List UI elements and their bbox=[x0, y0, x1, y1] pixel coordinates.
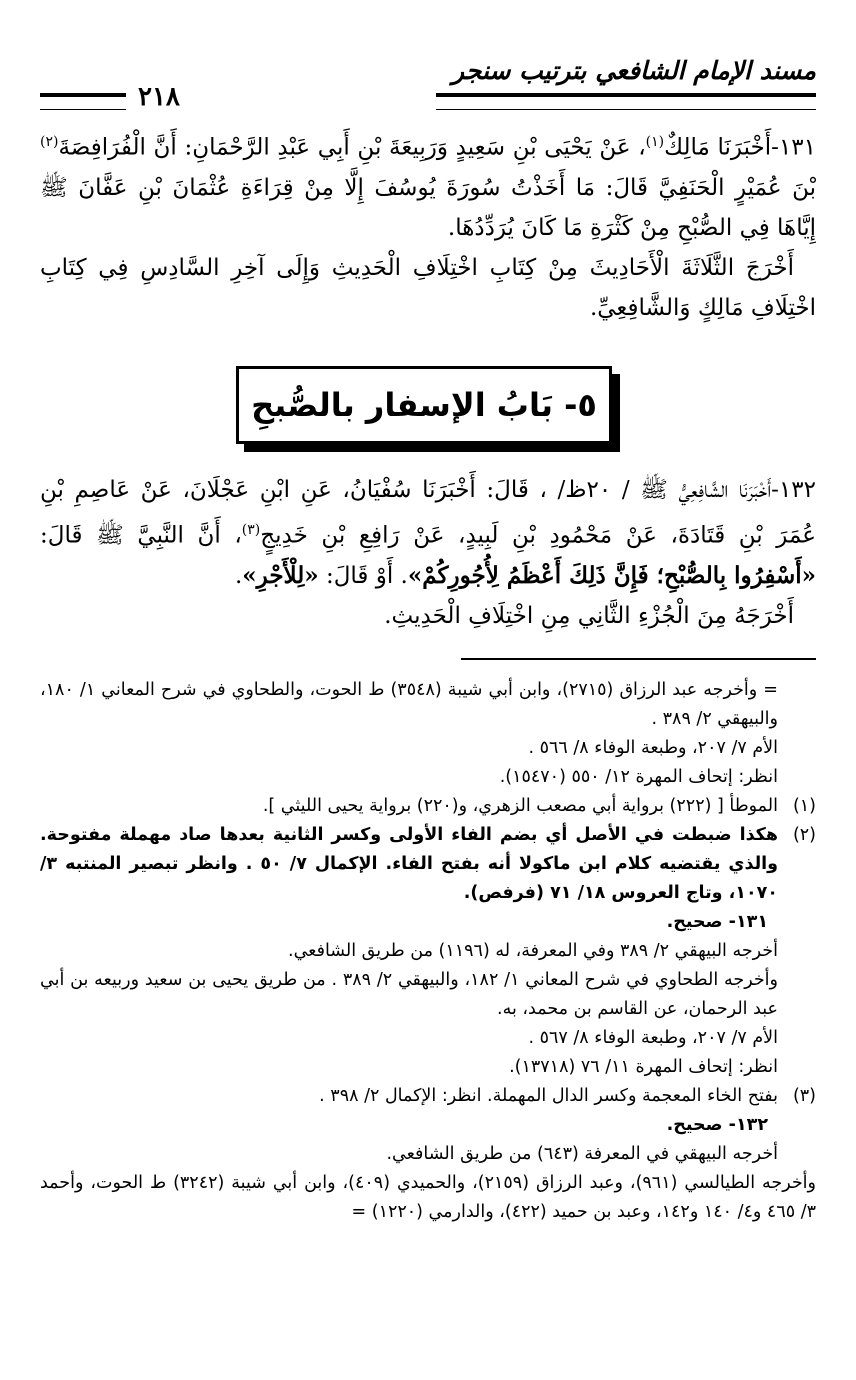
footnotes bbox=[40, 676, 816, 1227]
footnote-2-number: (٢) bbox=[792, 825, 816, 845]
hadith-131 bbox=[40, 122, 816, 328]
hadith-132-prophetic-saying: «أَسْفِرُوا بِالصُّبْحِ؛ فَإِنَّ ذَلِكَ أَعْظَمُ لِأُجُورِكُمْ» bbox=[407, 561, 816, 589]
hadith-132-grade: ١٣٢- صحيح. bbox=[666, 1115, 768, 1135]
footnote-1-text: الموطأ [ (٢٢٢) برواية أبي مصعب الزهري، و(٢٢٠) برواية يحيى الليثي ]. bbox=[262, 796, 778, 816]
hadith-132-variant-saying: «لِلْأَجْرِ» bbox=[242, 561, 319, 589]
hadith-131-source-a: أخرجه البيهقي ٢/ ٣٨٩ وفي المعرفة، له (١١٩٦) من طريق الشافعي. bbox=[288, 941, 778, 961]
footnote-2 bbox=[40, 821, 816, 1082]
chapter-heading-box bbox=[236, 366, 612, 444]
footnote-1 bbox=[40, 792, 816, 821]
header-rule-left bbox=[40, 93, 126, 110]
hadith-131-source-c: الأم ٧/ ٢٠٧، وطبعة الوفاء ٨/ ٥٦٧ . bbox=[528, 1028, 778, 1048]
hadith-131-source-b: وأخرجه الطحاوي في شرح المعاني ١/ ١٨٢، والبيهقي ٢/ ٣٨٩ . من طريق يحيى بن سعيد وربيعه بن أبي عبد الرحمان، عن القاسم بن محمد، به. bbox=[40, 970, 778, 1019]
hadith-131-grade: ١٣١- صحيح. bbox=[666, 912, 768, 932]
chapter-title: ٥- بَابُ الإسفار بالصُّبحِ bbox=[251, 386, 597, 424]
hadith-132-text bbox=[40, 470, 816, 596]
page-number: ٢١٨ bbox=[138, 82, 180, 112]
hadith-131-takhrij: أَخْرَجَ الثَّلَاثَةَ الْأَحَادِيثَ مِنْ كِتَابِ اخْتِلَافِ الْحَدِيثِ وَإِلَى آخِرِ السَّادِسِ فِي كِتَابِ اخْتِلَافِ مَالِكٍ وَالشَّافِعِيِّ. bbox=[40, 254, 816, 321]
footnote-separator bbox=[461, 658, 816, 660]
footnote-2-body bbox=[40, 821, 778, 1082]
footnote-ref-3: (٣) bbox=[241, 522, 261, 538]
hadith-131-isnad: ، عَنْ يَحْيَى بْنِ سَعِيدٍ وَرَبِيعَةَ بْنِ أَبِي عَبْدِ الرَّحْمَانِ: أَنَّ الْفُرَافِصَةَ bbox=[58, 134, 646, 161]
hadith-132 bbox=[40, 470, 816, 636]
hadith-131-source-d: انظر: إتحاف المهرة ١١/ ٧٦ (١٣٧١٨). bbox=[509, 1057, 778, 1077]
footnote-continuation-2: الأم ٧/ ٢٠٧، وطبعة الوفاء ٨/ ٥٦٦ . bbox=[528, 738, 778, 758]
hadith-132-connector: ، أَنَّ النَّبِيَّ ﷺ قَالَ: bbox=[40, 522, 242, 549]
footnote-continuation-1: = وأخرجه عبد الرزاق (٢٧١٥)، وابن أبي شيبة (٣٥٤٨) ط الحوت، والطحاوي في شرح المعاني ١/ ١٨٠، والبيهقي ٢/ ٣٨٩ . bbox=[40, 680, 778, 729]
header-rule-right bbox=[436, 93, 816, 110]
footnote-continuation-3: انظر: إتحاف المهرة ١٢/ ٥٥٠ (١٥٤٧٠). bbox=[499, 767, 778, 787]
footnote-3 bbox=[40, 1082, 816, 1169]
footnote-3-number: (٣) bbox=[792, 1086, 816, 1106]
hadith-131-opening: ١٣١-أَخْبَرَنَا مَالِكٌ bbox=[664, 134, 816, 161]
hadith-131-text bbox=[40, 122, 816, 248]
footnote-3-text: بفتح الخاء المعجمة وكسر الدال المهملة. انظر: الإكمال ٢/ ٣٩٨ . bbox=[319, 1086, 778, 1106]
running-header-title: مسند الإمام الشافعي بترتيب سنجر bbox=[452, 56, 816, 85]
footnote-ref-1: (١) bbox=[645, 134, 665, 150]
footnote-ref-2: (٢) bbox=[40, 134, 59, 150]
hadith-131-matn: بْنَ عُمَيْرٍ الْحَنَفِيَّ قَالَ: مَا أَخَذْتُ سُورَةَ يُوسُفَ إِلَّا مِنْ قِرَاءَةِ عُثْمَانَ بْنِ عَفَّانَ ﷺ إِيَّاهَا فِي الصُّبْحِ مِنْ كَثْرَةِ مَا كَانَ يُرَدِّدُهَا. bbox=[40, 174, 816, 241]
hadith-132-isnad: ١٣٢-أَخْبَرَنَا الشَّافِعِيُّ ﷺ / ٢٠ظ/ ، قَالَ: أَخْبَرَنَا سُفْيَانُ، عَنِ ابْنِ عَجْلَانَ، عَنْ عَاصِمِ بْنِ عُمَرَ بْنِ قَتَادَةَ، عَنْ مَحْمُودِ بْنِ لَبِيدٍ، عَنْ رَافِعِ بْنِ خَدِيجٍ bbox=[40, 477, 816, 549]
footnote-2-text: هكذا ضبطت في الأصل أي بضم الفاء الأولى وكسر الثانية بعدها صاد مهملة مفتوحة. والذي يقتضيه كلام ابن ماكولا أنه بفتح الفاء. الإكمال ٧/ ٥٠ . وانظر تبصير المنتبه ٣/ ١٠٧٠، وتاج العروس ١٨/ ٧١ (فرفص). bbox=[40, 825, 779, 903]
hadith-132-takhrij: أَخْرَجَهُ مِنَ الْجُزْءِ الثَّانِي مِنِ اخْتِلَافِ الْحَدِيثِ. bbox=[384, 602, 794, 629]
hadith-132-end-mark: . bbox=[234, 562, 243, 589]
footnote-3-body bbox=[40, 1082, 778, 1169]
hadith-132-variant-intro: . أَوْ قَالَ: bbox=[318, 562, 408, 589]
hadith-132-source-b: وأخرجه الطيالسي (٩٦١)، وعبد الرزاق (٢١٥٩)، والحميدي (٤٠٩)، وابن أبي شيبة (٣٢٤٢) ط الحوت، وأحمد ٣/ ٤٦٥ و٤/ ١٤٠ و١٤٢، وعبد بن حميد (٤٢٢)، والدارمي (١٢٢٠) = bbox=[40, 1173, 816, 1222]
footnote-1-number: (١) bbox=[792, 796, 816, 816]
hadith-132-source-a: أخرجه البيهقي في المعرفة (٦٤٣) من طريق الشافعي. bbox=[386, 1144, 778, 1164]
